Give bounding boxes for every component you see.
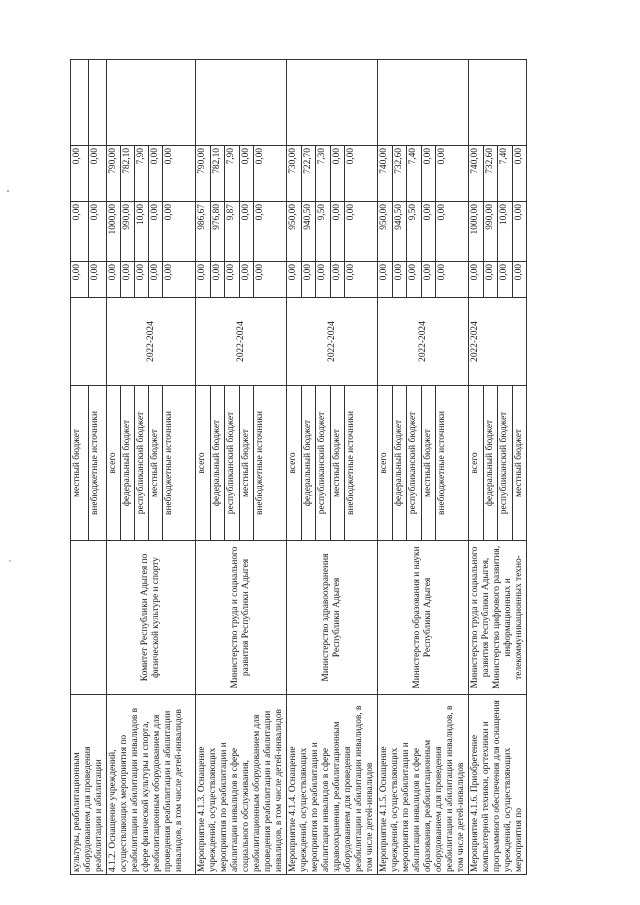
funding-table xyxy=(70,59,527,875)
source-cell: всего xyxy=(287,386,302,541)
value-cell: 732,60 xyxy=(392,146,407,202)
value-cell: 782,10 xyxy=(121,146,135,202)
value-cell: 0,00 xyxy=(239,202,254,262)
value-cell: 0,00 xyxy=(89,202,107,262)
value-cell: 940,50 xyxy=(392,202,407,262)
value-cell: 0,00 xyxy=(392,262,407,298)
source-cell: республиканский бюджет xyxy=(407,386,422,541)
event-cell: 4.1.2. Оснащение учреждений, осуществляющих мероприятия по реабилитации и абилитации инвалидов в сфере физической культуры и спорта, реабилитационным оборудованием для проведения реабилитации и абилитации инвалидов, в том числе детей-инвалидов xyxy=(107,695,196,875)
value-cell: 0,00 xyxy=(107,262,121,298)
executor-cell xyxy=(71,541,107,695)
value-cell: 0,00 xyxy=(239,262,254,298)
source-cell: республиканский бюджет xyxy=(225,386,240,541)
value-cell: 0,00 xyxy=(89,146,107,202)
spare-cell xyxy=(378,60,469,146)
value-cell: 0,00 xyxy=(345,262,378,298)
value-cell: 0,00 xyxy=(149,202,163,262)
value-cell: 10,00 xyxy=(498,202,513,262)
source-cell: внебюджетные источники xyxy=(163,386,196,541)
table-row xyxy=(378,60,393,875)
value-cell: 0,00 xyxy=(89,262,107,298)
source-cell: внебюджетные источники xyxy=(254,386,287,541)
event-cell: Мероприятие 4.1.5. Оснащение учреждений, осуществляющих мероприятия по реабилитации и абилитации инвалидов в сфере образования, реабилитационным оборудованием для проведения реабилитации и абилитации инвалидов, в том числе детей-инвалидов xyxy=(378,695,469,875)
value-cell: 0,00 xyxy=(210,262,225,298)
period-cell xyxy=(71,298,107,386)
executor-cell: Министерство здравоохранения Республики Адыгея xyxy=(287,541,378,695)
value-cell: 7,40 xyxy=(407,146,422,202)
value-cell: 0,00 xyxy=(71,262,89,298)
value-cell: 950,00 xyxy=(378,202,393,262)
value-cell: 0,00 xyxy=(421,202,436,262)
value-cell: 7,90 xyxy=(135,146,149,202)
source-cell: местный бюджет xyxy=(239,386,254,541)
value-cell: 0,00 xyxy=(407,262,422,298)
value-cell: 10,00 xyxy=(135,202,149,262)
value-cell: 990,00 xyxy=(483,202,498,262)
value-cell: 730,00 xyxy=(287,146,302,202)
value-cell: 0,00 xyxy=(483,262,498,298)
source-cell: внебюджетные источники xyxy=(436,386,469,541)
value-cell: 0,00 xyxy=(254,202,287,262)
value-cell: 0,00 xyxy=(163,146,196,202)
table-row xyxy=(71,60,89,875)
value-cell: 740,00 xyxy=(378,146,393,202)
source-cell: всего xyxy=(469,386,484,541)
value-cell: 0,00 xyxy=(330,202,345,262)
value-cell: 0,00 xyxy=(330,262,345,298)
source-cell: федеральный бюджет xyxy=(210,386,225,541)
value-cell: 790,00 xyxy=(196,146,211,202)
value-cell: 732,60 xyxy=(483,146,498,202)
spare-cell xyxy=(287,60,378,146)
value-cell: 0,00 xyxy=(378,262,393,298)
executor-cell: Министерство образования и науки Республики Адыгея xyxy=(378,541,469,695)
value-cell: 9,87 xyxy=(225,202,240,262)
source-cell: всего xyxy=(196,386,211,541)
value-cell: 1000,00 xyxy=(469,202,484,262)
value-cell: 986,67 xyxy=(196,202,211,262)
value-cell: 0,00 xyxy=(345,146,378,202)
value-cell: 0,00 xyxy=(316,262,331,298)
spare-cell xyxy=(107,60,196,146)
value-cell: 0,00 xyxy=(421,262,436,298)
event-cell: культуры, реабилитационным оборудованием для проведения реабилитации и абилитации xyxy=(71,695,107,875)
value-cell: 740,00 xyxy=(469,146,484,202)
value-cell: 1000,00 xyxy=(107,202,121,262)
value-cell: 7,40 xyxy=(498,146,513,202)
value-cell: 0,00 xyxy=(512,202,527,262)
table-row xyxy=(107,60,121,875)
scan-speck xyxy=(7,190,9,192)
source-cell: внебюджетные источники xyxy=(89,386,107,541)
value-cell: 0,00 xyxy=(71,146,89,202)
value-cell: 0,00 xyxy=(436,146,469,202)
spare-cell xyxy=(89,60,107,146)
executor-cell: Министерство труда и социального развития Республики Адыгея, Министерство цифрового развития, информационных и телекоммуникационных техно- xyxy=(469,541,527,695)
value-cell: 950,00 xyxy=(287,202,302,262)
value-cell: 0,00 xyxy=(498,262,513,298)
value-cell: 0,00 xyxy=(421,146,436,202)
value-cell: 0,00 xyxy=(512,146,527,202)
value-cell: 7,30 xyxy=(316,146,331,202)
source-cell: республиканский бюджет xyxy=(498,386,513,541)
event-cell: Мероприятие 4.1.3. Оснащение учреждений, осуществляющих мероприятия по реабилитации и абилитации инвалидов в сфере социального обслуживания, реабилитационным оборудованием для проведения реабилитации и абилитации инвалидов, в том числе детей-инвалидов xyxy=(196,695,287,875)
source-cell: местный бюджет xyxy=(421,386,436,541)
executor-cell: Министерство труда и социального развития Республики Адыгея xyxy=(196,541,287,695)
value-cell: 0,00 xyxy=(254,262,287,298)
source-cell: федеральный бюджет xyxy=(483,386,498,541)
value-cell: 0,00 xyxy=(121,262,135,298)
source-cell: федеральный бюджет xyxy=(301,386,316,541)
source-cell: местный бюджет xyxy=(149,386,163,541)
table-row xyxy=(196,60,211,875)
event-cell: Мероприятие 4.1.6. Приобретение компьютерной техники, оргтехники и программного обеспечения для оснащения учреждений, осуществляющих мероприятия по xyxy=(469,695,527,875)
value-cell: 0,00 xyxy=(469,262,484,298)
scan-speck xyxy=(9,560,11,562)
value-cell: 0,00 xyxy=(149,146,163,202)
value-cell: 0,00 xyxy=(287,262,302,298)
value-cell: 0,00 xyxy=(512,262,527,298)
source-cell: республиканский бюджет xyxy=(135,386,149,541)
source-cell: федеральный бюджет xyxy=(392,386,407,541)
value-cell: 0,00 xyxy=(149,262,163,298)
source-cell: всего xyxy=(107,386,121,541)
value-cell: 0,00 xyxy=(345,202,378,262)
value-cell: 722,70 xyxy=(301,146,316,202)
period-cell: 2022-2024 xyxy=(469,298,527,386)
period-cell: 2022-2024 xyxy=(196,298,287,386)
value-cell: 0,00 xyxy=(254,146,287,202)
value-cell: 990,00 xyxy=(121,202,135,262)
period-cell: 2022-2024 xyxy=(107,298,196,386)
value-cell: 0,00 xyxy=(163,202,196,262)
value-cell: 976,80 xyxy=(210,202,225,262)
spare-cell xyxy=(196,60,287,146)
value-cell: 790,00 xyxy=(107,146,121,202)
value-cell: 9,50 xyxy=(407,202,422,262)
value-cell: 0,00 xyxy=(330,146,345,202)
source-cell: местный бюджет xyxy=(71,386,89,541)
table-row xyxy=(287,60,302,875)
executor-cell: Комитет Республики Адыгея по физической культуре и спорту xyxy=(107,541,196,695)
value-cell: 0,00 xyxy=(436,202,469,262)
event-cell: Мероприятие 4.1.4. Оснащение учреждений, осуществляющих мероприятия по реабилитации и абилитации инвалидов в сфере здравоохранения, реабилитационным оборудованием для проведения реабилитации и абилитации инвалидов, в том числе детей-инвалидов xyxy=(287,695,378,875)
spare-cell xyxy=(71,60,89,146)
source-cell: федеральный бюджет xyxy=(121,386,135,541)
source-cell: местный бюджет xyxy=(330,386,345,541)
value-cell: 782,10 xyxy=(210,146,225,202)
value-cell: 940,50 xyxy=(301,202,316,262)
spare-cell xyxy=(469,60,527,146)
value-cell: 9,50 xyxy=(316,202,331,262)
source-cell: республиканский бюджет xyxy=(316,386,331,541)
value-cell: 0,00 xyxy=(71,202,89,262)
source-cell: внебюджетные источники xyxy=(345,386,378,541)
value-cell: 0,00 xyxy=(436,262,469,298)
source-cell: местный бюджет xyxy=(512,386,527,541)
table-row xyxy=(469,60,484,875)
value-cell: 0,00 xyxy=(135,262,149,298)
source-cell: всего xyxy=(378,386,393,541)
value-cell: 0,00 xyxy=(301,262,316,298)
period-cell: 2022-2024 xyxy=(287,298,378,386)
value-cell: 0,00 xyxy=(196,262,211,298)
value-cell: 7,90 xyxy=(225,146,240,202)
value-cell: 0,00 xyxy=(225,262,240,298)
value-cell: 0,00 xyxy=(239,146,254,202)
value-cell: 0,00 xyxy=(163,262,196,298)
period-cell: 2022-2024 xyxy=(378,298,469,386)
rotated-table-container xyxy=(70,60,570,875)
